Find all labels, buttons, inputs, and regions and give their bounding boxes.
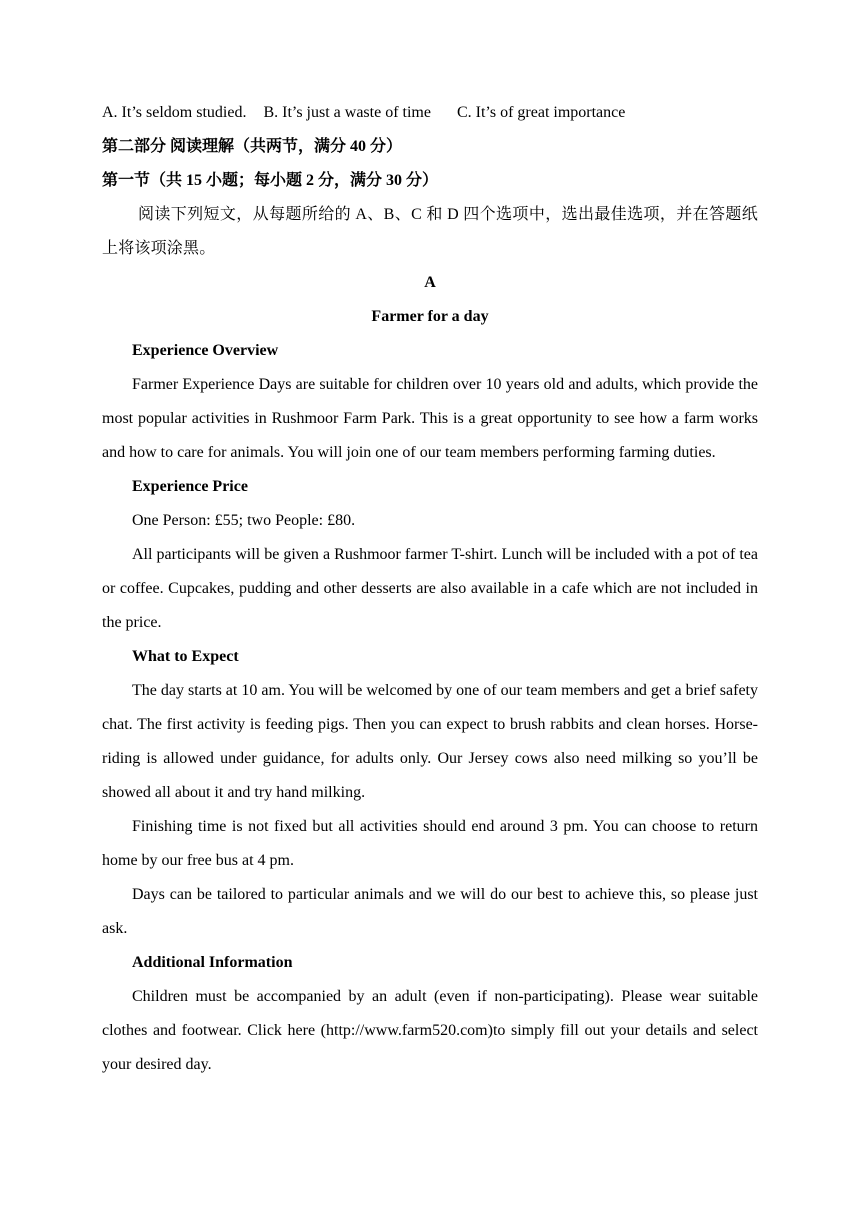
overview-paragraph: Farmer Experience Days are suitable for children over 10 years old and adults, which provide the most popular activities in Rushmoor Farm Park. This is a great opportunity to see how a farm works and how to care for animals. You will join one of our team members performing farming duties. bbox=[102, 376, 758, 461]
passage-label: A bbox=[424, 274, 436, 291]
overview-heading: Experience Overview bbox=[132, 342, 279, 359]
passage-title: Farmer for a day bbox=[371, 308, 489, 325]
part-title: 第二部分 阅读理解（共两节，满分 40 分） bbox=[102, 138, 403, 155]
option-b: B. It’s just a waste of time bbox=[263, 104, 431, 121]
price-heading: Experience Price bbox=[132, 478, 248, 495]
document-page bbox=[102, 96, 758, 1082]
expect-heading: What to Expect bbox=[132, 648, 239, 665]
instructions-text: 阅读下列短文，从每题所给的 A、B、C 和 D 四个选项中，选出最佳选项，并在答题纸上将该项涂黑。 bbox=[102, 206, 758, 257]
additional-heading: Additional Information bbox=[132, 954, 293, 971]
expect-paragraph-1: The day starts at 10 am. You will be welcomed by one of our team members and get a brief safety chat. The first activity is feeding pigs. Then you can expect to brush rabbits and clean horses. Horse-riding is allowed under guidance, for adults only. Our Jersey cows also need milking so you’ll be showed all about it and try hand milking. bbox=[102, 682, 758, 801]
answer-options bbox=[102, 96, 758, 130]
subsection-title: 第一节（共 15 小题；每小题 2 分，满分 30 分） bbox=[102, 172, 439, 189]
expect-paragraph-2: Finishing time is not fixed but all activities should end around 3 pm. You can choose to return home by our free bus at 4 pm. bbox=[102, 818, 758, 869]
option-c: C. It’s of great importance bbox=[456, 104, 626, 121]
option-a: A. It’s seldom studied. bbox=[102, 104, 247, 121]
expect-paragraph-3: Days can be tailored to particular animals and we will do our best to achieve this, so please just ask. bbox=[102, 886, 758, 937]
price-paragraph: All participants will be given a Rushmoor farmer T-shirt. Lunch will be included with a pot of tea or coffee. Cupcakes, pudding and other desserts are also available in a cafe which are not included in the price. bbox=[102, 546, 758, 631]
price-line: One Person: £55; two People: £80. bbox=[132, 512, 356, 529]
additional-paragraph: Children must be accompanied by an adult (even if non-participating). Please wear suitable clothes and footwear. Click here (http://www.farm520.com)to simply fill out your details and select your desired day. bbox=[102, 988, 758, 1073]
